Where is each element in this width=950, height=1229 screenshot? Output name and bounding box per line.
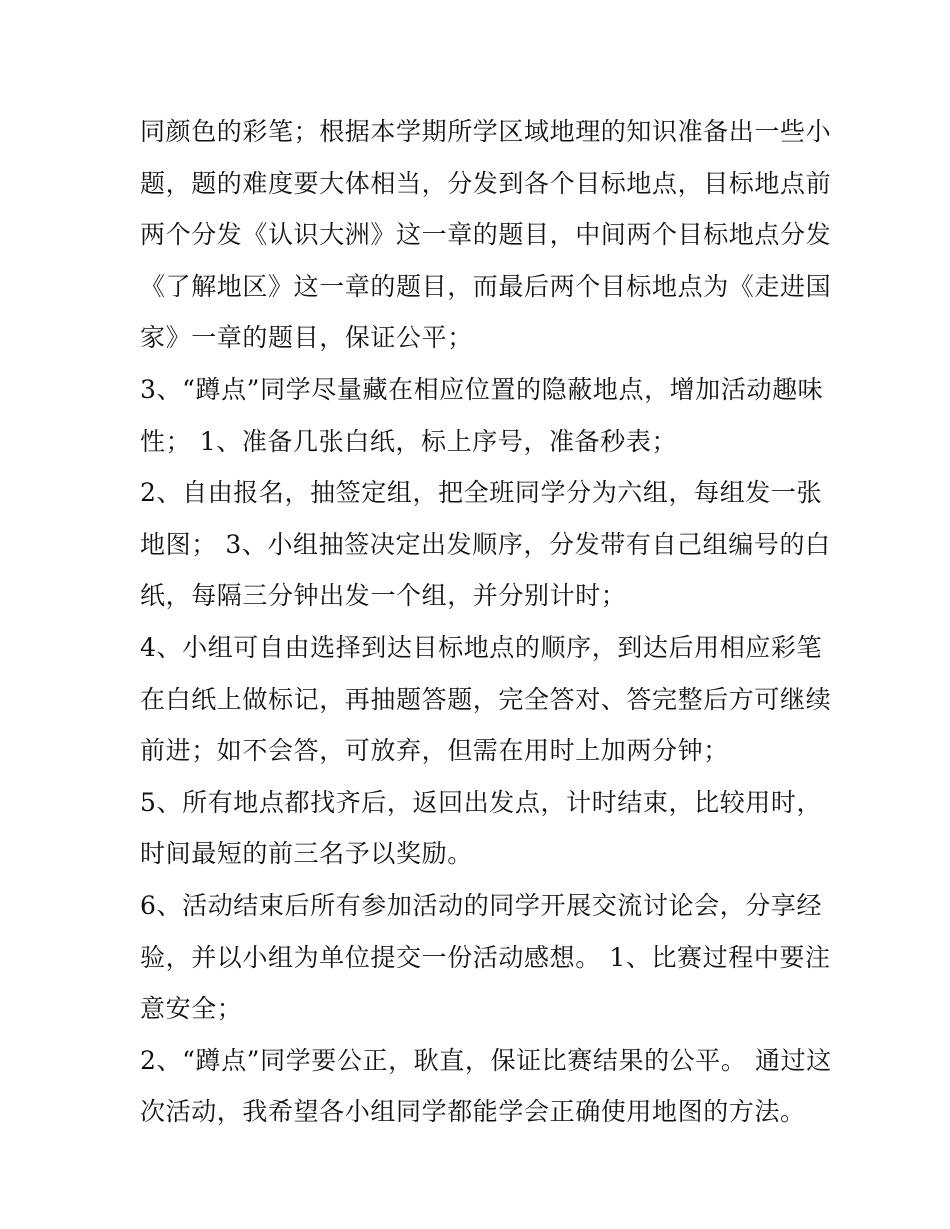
text-line: 纸，每隔三分钟出发一个组，并分别计时； <box>140 581 627 611</box>
text-line: 2、自由报名，抽签定组，把全班同学分为六组，每组发一张 <box>140 478 823 508</box>
text-line: 验，并以小组为单位提交一份活动感想。 1、比赛过程中要注 <box>140 942 831 972</box>
text-line: 3、“蹲点”同学尽量藏在相应位置的隐蔽地点，增加活动趣味 <box>140 374 824 404</box>
text-line: 在白纸上做标记，再抽题答题，完全答对、答完整后方可继续 <box>140 684 832 714</box>
text-line: 同颜色的彩笔；根据本学期所学区域地理的知识准备出一些小 <box>140 117 832 146</box>
text-line: 意安全； <box>140 994 243 1024</box>
text-line: 4、小组可自由选择到达目标地点的顺序，到达后用相应彩笔 <box>140 632 823 662</box>
text-line: 次活动，我希望各小组同学都能学会正确使用地图的方法。 <box>140 1097 806 1127</box>
text-line: 时间最短的前三名予以奖励。 <box>140 839 473 869</box>
text-line: 《了解地区》这一章的题目，而最后两个目标地点为《走进国 <box>140 271 832 301</box>
text-line: 6、活动结束后所有参加活动的同学开展交流讨论会，分享经 <box>140 890 823 920</box>
text-line: 题，题的难度要大体相当，分发到各个目标地点，目标地点前 <box>140 168 832 198</box>
text-line: 家》一章的题目，保证公平； <box>140 323 473 353</box>
text-line: 前进；如不会答，可放弃，但需在用时上加两分钟； <box>140 736 729 766</box>
text-line: 性； 1、准备几张白纸，标上序号，准备秒表； <box>140 426 678 456</box>
text-line: 2、“蹲点”同学要公正，耿直，保证比赛结果的公平。 通过这 <box>140 1045 832 1075</box>
text-line: 两个分发《认识大洲》这一章的题目，中间两个目标地点分发 <box>140 220 832 250</box>
text-line: 地图； 3、小组抽签决定出发顺序，分发带有自己组编号的白 <box>140 529 831 559</box>
document-body <box>140 106 832 1138</box>
text-line: 5、所有地点都找齐后，返回出发点，计时结束，比较用时， <box>140 787 823 817</box>
